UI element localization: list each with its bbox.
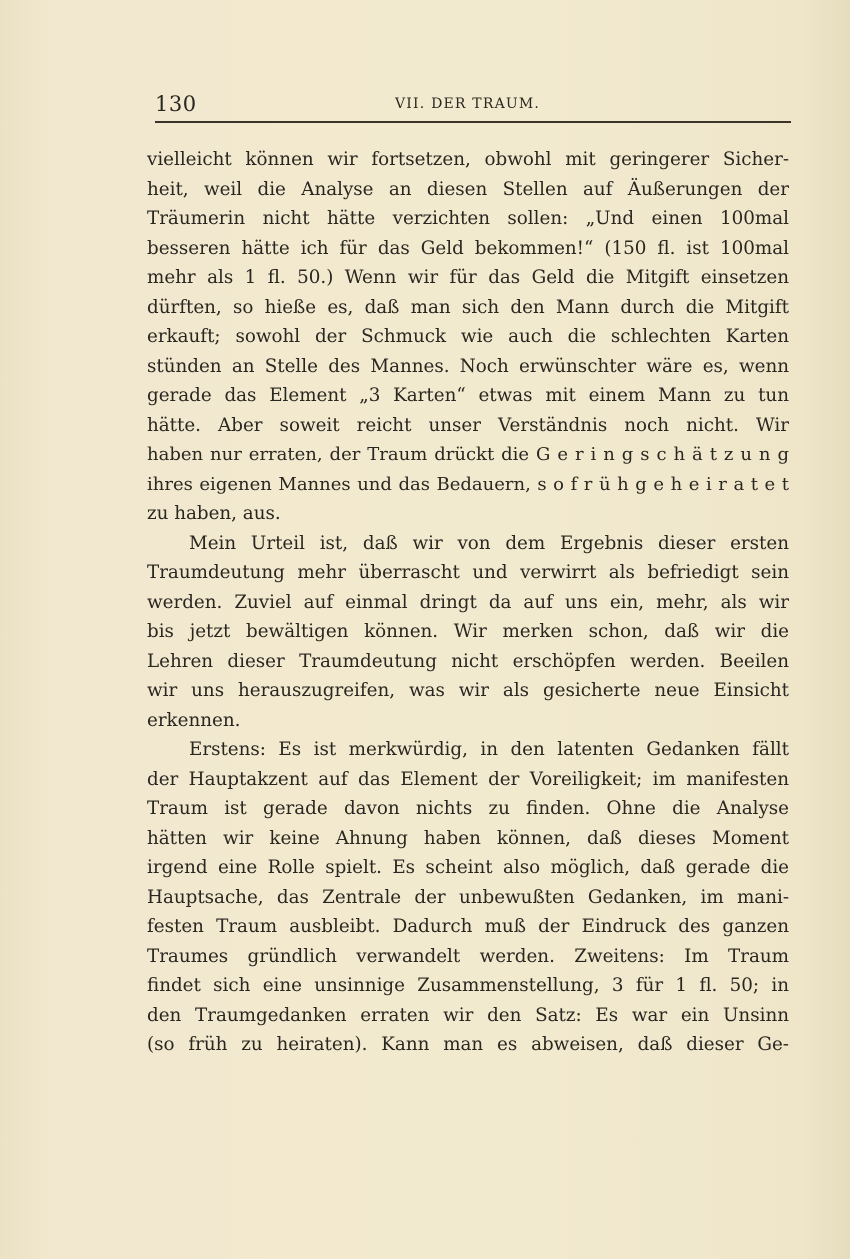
text-line: gerade das Element „3 Karten“ etwas mit einem Mann zu tun [147, 385, 789, 406]
text-line: irgend eine Rolle spielt. Es scheint also möglich, daß gerade die [147, 857, 789, 878]
text-line: erkennen. [147, 709, 241, 731]
page-number: 130 [155, 92, 197, 116]
text-line: zu haben, aus. [147, 503, 281, 524]
text-line: haben nur erraten, der Traum drückt die G e r i n g s c h ä t z u n g [147, 444, 789, 465]
body-text [147, 145, 789, 1060]
text-line: (so früh zu heiraten). Kann man es abweisen, daß dieser Ge- [147, 1034, 789, 1055]
text-line: hätten wir keine Ahnung haben können, daß dieses Moment [147, 827, 789, 849]
text-line: dürften, so hieße es, daß man sich den Mann durch die Mitgift [147, 296, 789, 318]
text-line: der Hauptakzent auf das Element der Voreiligkeit; im manifesten [147, 768, 789, 790]
text-line: hätte. Aber soweit reicht unser Verständnis noch nicht. Wir [147, 414, 789, 436]
paragraph-start-line: Erstens: Es ist merkwürdig, in den latenten Gedanken fällt [189, 739, 789, 760]
text-line: den Traumgedanken erraten wir den Satz: Es war ein Unsinn [147, 1004, 789, 1026]
text-line: festen Traum ausbleibt. Dadurch muß der Eindruck des ganzen [147, 916, 789, 937]
text-line: heit, weil die Analyse an diesen Stellen auf Äußerungen der [147, 178, 789, 200]
text-line: findet sich eine unsinnige Zusammenstellung, 3 für 1 fl. 50; in [147, 975, 789, 996]
text-line: werden. Zuviel auf einmal dringt da auf uns ein, mehr, als wir [147, 591, 789, 613]
running-head: VII. DER TRAUM. [395, 96, 541, 112]
text-line: Traumdeutung mehr überrascht und verwirrt als befriedigt sein [147, 562, 789, 583]
text-line: mehr als 1 fl. 50.) Wenn wir für das Geld die Mitgift einsetzen [147, 267, 789, 288]
text-line: Traumes gründlich verwandelt werden. Zweitens: Im Traum [147, 945, 789, 967]
text-line: Hauptsache, das Zentrale der unbewußten Gedanken, im mani- [147, 886, 789, 908]
text-line: Traum ist gerade davon nichts zu finden. Ohne die Analyse [147, 798, 789, 819]
text-line: Träumerin nicht hätte verzichten sollen: „Und einen 100mal [147, 208, 789, 229]
text-line: wir uns herauszugreifen, was wir als gesicherte neue Einsicht [147, 680, 789, 701]
page-header [155, 92, 791, 122]
paragraph-start-line: Mein Urteil ist, daß wir von dem Ergebnis dieser ersten [189, 532, 789, 554]
text-line: Lehren dieser Traumdeutung nicht erschöpfen werden. Beeilen [147, 650, 789, 672]
text-line: stünden an Stelle des Mannes. Noch erwünschter wäre es, wenn [147, 355, 789, 377]
header-rule [155, 121, 791, 123]
text-line: bis jetzt bewältigen können. Wir merken schon, daß wir die [147, 621, 789, 642]
text-line: vielleicht können wir fortsetzen, obwohl mit geringerer Sicher- [147, 149, 789, 170]
text-line: besseren hätte ich für das Geld bekommen!“ (150 fl. ist 100mal [147, 237, 789, 259]
text-line: ihres eigenen Mannes und das Bedauern, s o f r ü h g e h e i r a t e t [147, 473, 789, 495]
text-line: erkauft; sowohl der Schmuck wie auch die schlechten Karten [147, 326, 789, 347]
